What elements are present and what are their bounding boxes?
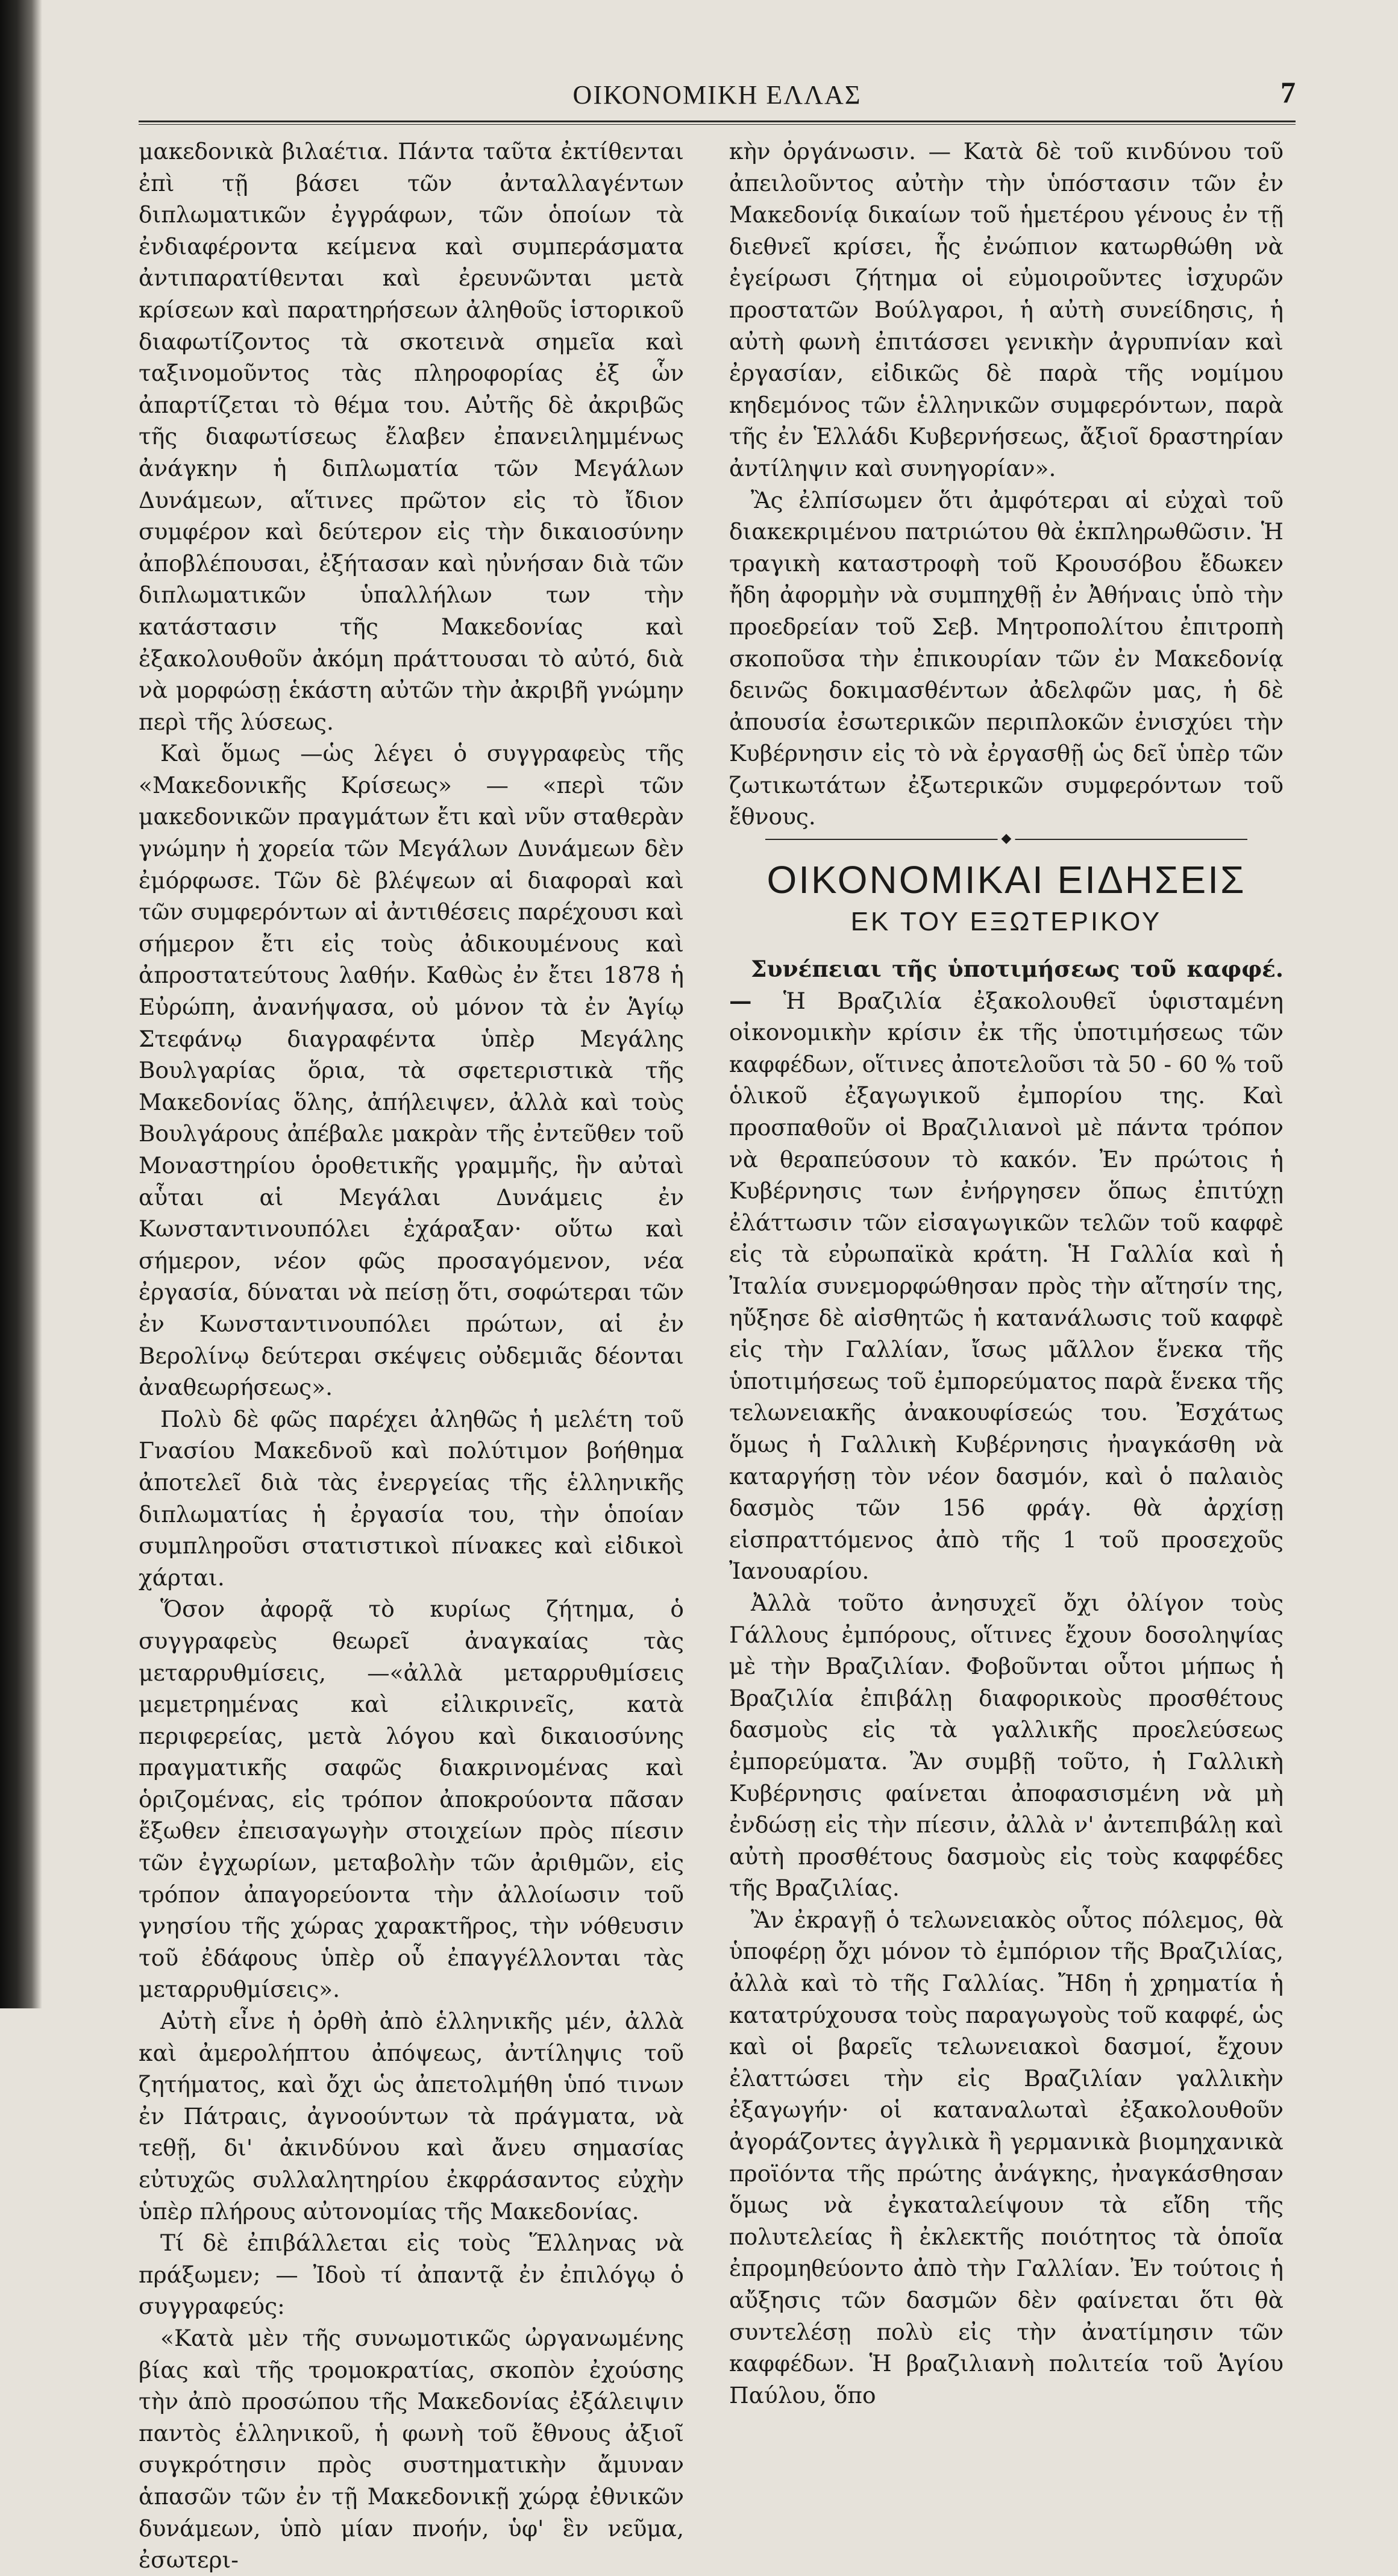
right-column	[729, 136, 1284, 2411]
binding-gutter-shadow	[0, 0, 42, 2008]
page-header	[139, 66, 1296, 121]
paragraph: μακεδονικὰ βιλαέτια. Πάντα ταῦτα ἐκτίθενται ἐπὶ τῇ βάσει τῶν ἀνταλλαγέντων διπλωματικῶν ἐγγράφων, τῶν ὁποίων τὰ ἐνδιαφέροντα κείμενα καὶ συμπεράσματα ἀντιπαρατίθενται καὶ ἐρευνῶνται μετὰ κρίσεων καὶ παρατηρήσεων ἀληθοῦς ἱστορικοῦ διαφωτίζοντος τὰ σκοτεινὰ σημεῖα καὶ ταξινομοῦντος τὰς πληροφορίας ἐξ ὧν ἀπαρτίζεται τὸ θέμα του. Αὐτῆς δὲ ἀκριβῶς τῆς διαφωτίσεως ἔλαβεν ἐπανειλημμένως ἀνάγκην ἡ διπλωματία τῶν Μεγάλων Δυνάμεων, αἵτινες πρῶτον εἰς τὸ ἴδιον συμφέρον καὶ δεύτερον εἰς τὴν δικαιοσύνην ἀποβλέπουσαι, ἐξήτασαν καὶ ηὐνήσαν διὰ τῶν διπλωματικῶν ὑπαλλήλων των τὴν κατάστασιν τῆς Μακεδονίας καὶ ἐξακολουθοῦν ἀκόμη πράττουσαι τὸ αὐτό, διὰ νὰ μορφώσῃ ἑκάστη αὐτῶν τὴν ἀκριβῆ γνώμην περὶ τῆς λύσεως.	[139, 138, 684, 735]
section-divider	[765, 831, 1247, 847]
paragraph: «Κατὰ μὲν τῆς συνωμοτικῶς ὠργανωμένης βίας καὶ τῆς τρομοκρατίας, σκοπὸν ἐχούσης τὴν ἀπὸ προσώπου τῆς Μακεδονίας ἐξάλειψιν παντὸς ἑλληνικοῦ, ἡ φωνὴ τοῦ ἔθνους ἀξιοῖ συγκρότησιν πρὸς συστηματικὴν ἄμυναν ἁπασῶν τῶν ἐν τῇ Μακεδονικῇ χώρᾳ ἐθνικῶν δυνάμεων, ὑπὸ μίαν πνοήν, ὑφ' ἓν νεῦμα, ἐσωτερι-	[139, 2324, 684, 2574]
article-paragraph	[729, 953, 1284, 1587]
paragraph: Πολὺ δὲ φῶς παρέχει ἀληθῶς ἡ μελέτη τοῦ Γνασίου Μακεδνοῦ καὶ πολύτιμον βοήθημα ἀποτελεῖ διὰ τὰς ἐνεργείας τῆς ἑλληνικῆς διπλωματίας ἡ ἐργασία του, τὴν ὁποίαν συμπληροῦσι στατιστικοὶ πίνακες καὶ εἰδικοὶ χάρται.	[139, 1405, 684, 1591]
paragraph: κὴν ὀργάνωσιν. — Κατὰ δὲ τοῦ κινδύνου τοῦ ἀπειλοῦντος αὐτὴν τὴν ὑπόστασιν τῶν ἐν Μακεδονίᾳ δικαίων τοῦ ἡμετέρου γένους ἐν τῇ διεθνεῖ κρίσει, ἧς ἐνώπιον κατωρθώθη νὰ ἐγείρωσι ζήτημα οἱ εὐμοιροῦντες ἰσχυρῶν προστατῶν Βούλγαροι, ἡ αὐτὴ συνείδησις, ἡ αὐτὴ φωνὴ ἐπιτάσσει γενικὴν ἀγρυπνίαν καὶ ἐργασίαν, εἰδικῶς δὲ παρὰ τῆς νομίμου κηδεμόνος τῶν ἑλληνικῶν συμφερόντων, παρὰ τῆς ἐν Ἑλλάδι Κυβερνήσεως, ἄξιοῖ δραστηρίαν ἀντίληψιν καὶ συνηγορίαν».	[729, 138, 1284, 481]
paragraph: Ἂν ἐκραγῇ ὁ τελωνειακὸς οὗτος πόλεμος, θὰ ὑποφέρῃ ὄχι μόνον τὸ ἐμπόριον τῆς Βραζιλίας, ἀλλὰ καὶ τὸ τῆς Γαλλίας. Ἤδη ἡ χρηματία ἡ κατατρύχουσα τοὺς παραγωγοὺς τοῦ καφφέ, ὡς καὶ οἱ βαρεῖς τελωνειακοὶ δασμοί, ἔχουν ἐλαττώσει τὴν εἰς Βραζιλίαν γαλλικὴν ἐξαγωγήν· οἱ καταναλωταὶ ἐξακολουθοῦν ἀγοράζοντες ἀγγλικὰ ἢ γερμανικὰ βιομηχανικὰ προϊόντα τῆς πρώτης ἀνάγκης, ἠναγκάσθησαν ὅμως νὰ ἐγκαταλείψουν τὰ εἴδη τῆς πολυτελείας ἢ ἐκλεκτῆς ποιότητος τὰ ὁποῖα ἐπρομηθεύοντο ἀπὸ τὴν Γαλλίαν. Ἐν τούτοις ἡ αὔξησις τῶν δασμῶν δὲν φαίνεται ὅτι θὰ συντελέσῃ πολὺ εἰς τὴν ἀνατίμησιν τῶν καφφέδων. Ἡ βραζιλιανὴ πολιτεία τοῦ Ἁγίου Παύλου, ὅπο	[729, 1906, 1284, 2408]
section-title: ΟΙΚΟΝΟΜΙΚΑΙ ΕΙΔΗΣΕΙΣ	[766, 858, 1246, 902]
diamond-ornament-icon: ◆	[998, 830, 1015, 847]
section-subtitle: ΕΚ ΤΟΥ ΕΞΩΤΕΡΙΚΟΥ	[850, 907, 1162, 937]
running-title: ΟΙΚΟΝΟΜΙΚΗ ΕΛΛΑΣ	[572, 80, 862, 110]
paragraph: Τί δὲ ἐπιβάλλεται εἰς τοὺς Ἕλληνας νὰ πράξωμεν; — Ἰδοὺ τί ἀπαντᾷ ἐν ἐπιλόγῳ ὁ συγγραφεύς:	[139, 2230, 684, 2320]
paragraph: Αὐτὴ εἶνε ἡ ὀρθὴ ἀπὸ ἑλληνικῆς μέν, ἀλλὰ καὶ ἀμερολήπτου ἀπόψεως, ἀντίληψις τοῦ ζητήματος, καὶ ὄχι ὡς ἀπετολμήθη ὑπό τινων ἐν Πάτραις, ἀγνοούντων τὰ πράγματα, νὰ τεθῇ, δι' ἀκινδύνου καὶ ἄνευ σημασίας εὐτυχῶς συλλαλητηρίου ἐκφράσαντος εὐχὴν ὑπὲρ πλήρους αὐτονομίας τῆς Μακεδονίας.	[139, 2008, 684, 2225]
paragraph: Ὅσον ἀφορᾷ τὸ κυρίως ζήτημα, ὁ συγγραφεὺς θεωρεῖ ἀναγκαίας τὰς μεταρρυθμίσεις, —«ἀλλὰ μεταρρυθμίσεις μεμετρημένας καὶ εἰλικρινεῖς, κατὰ περιφερείας, μετὰ λόγου καὶ δικαιοσύνης πραγματικῆς σαφῶς διακρινομένας καὶ ὁριζομένας, εἰς τρόπον ἀποκρούοντα πᾶσαν ἔξωθεν ἐπεισαγωγὴν στοιχείων πρὸς πίεσιν τῶν ἐγχωρίων, μεταβολὴν τῶν ἀριθμῶν, εἰς τρόπον ἀπαγορεύοντα τὴν ἀλλοίωσιν τοῦ γνησίου τῆς χώρας χαρακτῆρος, τὴν νόθευσιν τοῦ ἐδάφους ὑπὲρ οὗ ἐπαγγέλλονται τὰς μεταρρυθμίσεις».	[139, 1596, 684, 2003]
left-column	[139, 136, 684, 2576]
header-rule	[139, 121, 1296, 125]
article-heading: Συνέπειαι τῆς ὑποτιμήσεως τοῦ καφφέ.—	[729, 956, 1284, 1014]
page-number: 7	[1280, 75, 1296, 109]
paragraph: Ἀλλὰ τοῦτο ἀνησυχεῖ ὄχι ὀλίγον τοὺς Γάλλους ἐμπόρους, οἵτινες ἔχουν δοσοληψίας μὲ τὴν Βραζιλίαν. Φοβοῦνται οὗτοι μήπως ἡ Βραζιλία ἐπιβάλῃ διαφορικοὺς προσθέτους δασμοὺς εἰς τὰ γαλλικῆς προελεύσεως ἐμπορεύματα. Ἂν συμβῇ τοῦτο, ἡ Γαλλικὴ Κυβέρνησις φαίνεται ἀποφασισμένη νὰ μὴ ἐνδώσῃ εἰς τὴν πίεσιν, ἀλλὰ ν' ἀντεπιβάλῃ καὶ αὐτὴ προσθέτους δασμοὺς εἰς τοὺς καφφέδες τῆς Βραζιλίας.	[729, 1589, 1284, 1902]
paragraph: Καὶ ὅμως —ὡς λέγει ὁ συγγραφεὺς τῆς «Μακεδονικῆς Κρίσεως» — «περὶ τῶν μακεδονικῶν πραγμάτων ἔτι καὶ νῦν σταθερὰν γνώμην ἡ χορεία τῶν Μεγάλων Δυνάμεων δὲν ἐμόρφωσε. Τῶν δὲ βλέψεων αἱ διαφοραὶ καὶ τῶν συμφερόντων αἱ ἀντιθέσεις παρέχουσι καὶ σήμερον ἔτι εἰς τοὺς ἀδικουμένους καὶ ἀπροστατεύτους λαθήν. Καθὼς ἐν ἔτει 1878 ἡ Εὐρώπη, ἀνανήψασα, οὐ μόνον τὰ ἐν Ἁγίῳ Στεφάνῳ διαγραφέντα ὑπὲρ Μεγάλης Βουλγαρίας ὅρια, τὰ σφετεριστικὰ τῆς Μακεδονίας ὅλης, ἀπήλειψεν, ἀλλὰ καὶ τοὺς Βουλγάρους ἀπέβαλε μακρὰν τῆς ἐντεῦθεν τοῦ Μοναστηρίου ὁροθετικῆς γραμμῆς, ἣν αὐταὶ αὗται αἱ Μεγάλαι Δυνάμεις ἐν Κωνσταντινουπόλει ἐχάραξαν· οὕτω καὶ σήμερον, νέον φῶς προσαγόμενον, νέα ἐργασία, δύναται νὰ πείσῃ ὅτι, σοφώτεραι τῶν ἐν Κωνσταντινουπόλει πρώτων, αἱ ἐν Βερολίνῳ δεύτεραι σκέψεις οὐδεμιᾶς δέονται ἀναθεωρήσεως».	[139, 740, 684, 1401]
paragraph: Ἂς ἐλπίσωμεν ὅτι ἀμφότεραι αἱ εὐχαὶ τοῦ διακεκριμένου πατριώτου θὰ ἐκπληρωθῶσιν. Ἡ τραγικὴ καταστροφὴ τοῦ Κρουσόβου ἔδωκεν ἤδη ἀφορμὴν νὰ συμπηχθῇ ἐν Ἀθήναις ὑπὸ τὴν προεδρείαν τοῦ Σεβ. Μητροπολίτου ἐπιτροπὴ σκοποῦσα τὴν ἐπικουρίαν τῶν ἐν Μακεδονίᾳ δεινῶς δοκιμασθέντων ἀδελφῶν μας, ἡ δὲ ἀπουσία ἐσωτερικῶν περιπλοκῶν ἐνισχύει τὴν Κυβέρνησιν εἰς τὸ νὰ ἐργασθῇ ὡς δεῖ ὑπὲρ τῶν ζωτικωτάτων ἐξωτερικῶν συμφερόντων τοῦ ἔθνους.	[729, 486, 1284, 830]
article-text: Ἡ Βραζιλία ἐξακολουθεῖ ὑφισταμένη οἰκονομικὴν κρίσιν ἐκ τῆς ὑποτιμήσεως τῶν καφφέδων, οἵτινες ἀποτελοῦσι τὰ 50 - 60 % τοῦ ὁλικοῦ ἐξαγωγικοῦ ἐμπορίου της. Καὶ προσπαθοῦν οἱ Βραζιλιανοὶ μὲ πάντα τρόπον νὰ θεραπεύσουν τὸ κακόν. Ἐν πρώτοις ἡ Κυβέρνησις των ἐνήργησεν ὅπως ἐπιτύχῃ ἐλάττωσιν τῶν εἰσαγωγικῶν τελῶν τοῦ καφφὲ εἰς τὰ εὐρωπαϊκὰ κράτη. Ἡ Γαλλία καὶ ἡ Ἰταλία συνεμορφώθησαν πρὸς τὴν αἴτησίν της, ηὔξησε δὲ αἰσθητῶς ἡ κατανάλωσις τοῦ καφφὲ εἰς τὴν Γαλλίαν, ἴσως μᾶλλον ἕνεκα τῆς ὑποτιμήσεως τοῦ ἐμπορεύματος παρὰ ἕνεκα τῆς τελωνειακῆς ἀνακουφίσεώς του. Ἐσχάτως ὅμως ἡ Γαλλικὴ Κυβέρνησις ἠναγκάσθη νὰ καταργήσῃ τὸν νέον δασμόν, καὶ ὁ παλαιὸς δασμὸς τῶν 156 φράγ. θὰ ἀρχίσῃ εἰσπραττόμενος ἀπὸ τῆς 1 τοῦ προσεχοῦς Ἰανουαρίου.	[729, 987, 1284, 1585]
